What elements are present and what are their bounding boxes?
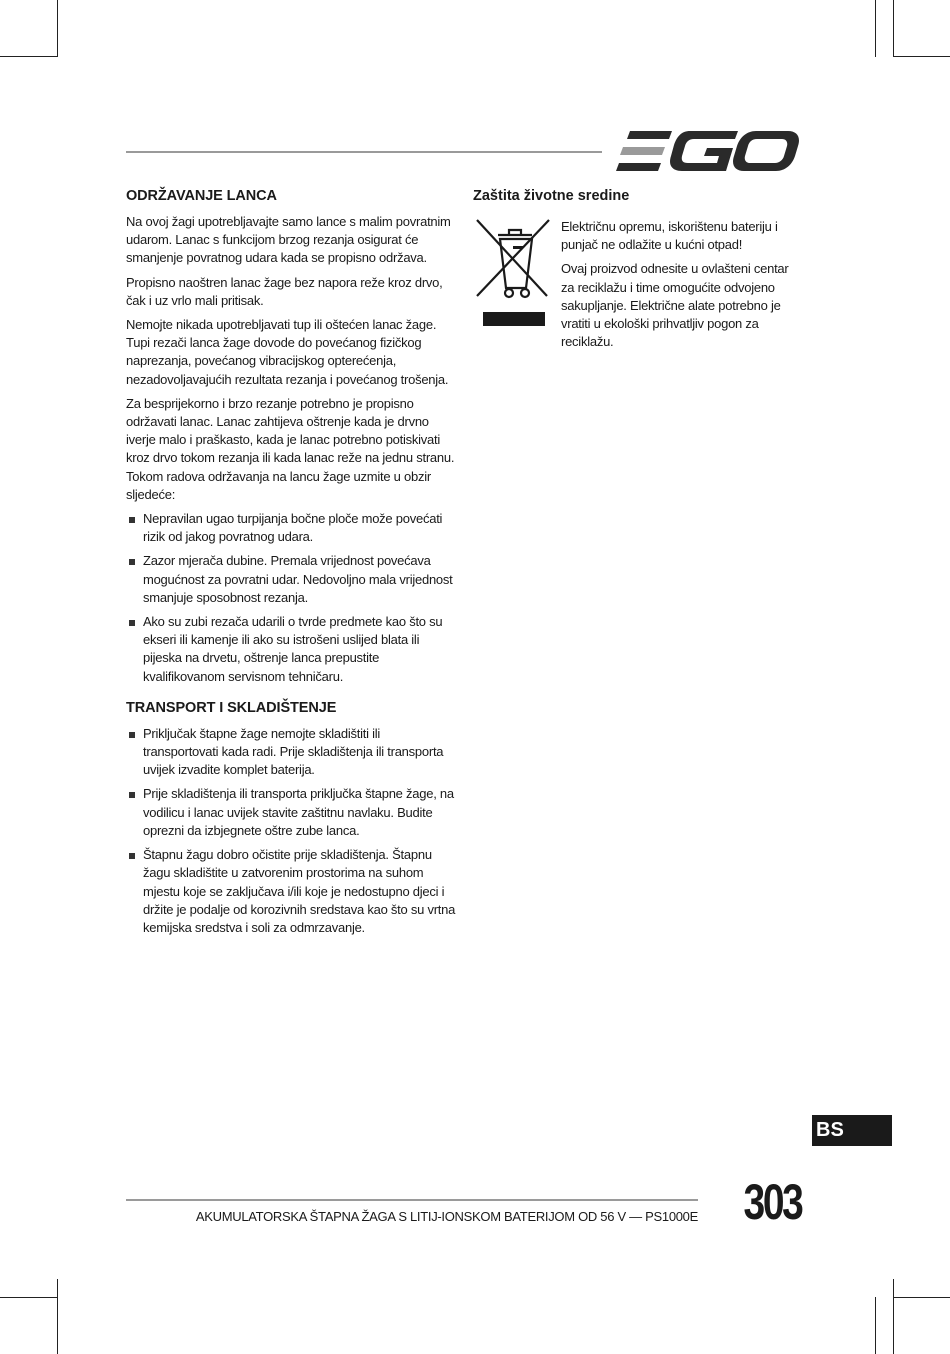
list-item: Ako su zubi rezača udarili o tvrde predmete kao što su ekseri ili kamenje ili ako su istrošeni uslijed blata ili pijeska na drvetu, oštrenje lanca prepustite kvalifikovanom servisnom tehničaru. [126, 613, 456, 686]
crop-mark-tr-h [893, 56, 950, 57]
paragraph: Propisno naoštren lanac žage bez napora reže kroz drvo, čak i uz vrlo mali pritisak. [126, 274, 443, 308]
crop-mark-br-h [893, 1297, 950, 1298]
bullet-list [126, 510, 456, 686]
header-rule [126, 151, 602, 153]
crop-mark-tr-v [893, 0, 894, 57]
footer-rule [126, 1199, 698, 1201]
crop-mark-bl-v [57, 1279, 58, 1354]
list-item: Štapnu žagu dobro očistite prije skladištenja. Štapnu žagu skladištite u zatvorenim prostorima na suhom mjestu koje se zaključava i/ili koje je nedostupno djeci i držite je podalje od korozivnih sredstava kao što su vrtna kemijska sredstva i soli za odmrzavanje. [126, 846, 456, 937]
list-item: Zazor mjerača dubine. Premala vrijednost povećava mogućnost za povratni udar. Nedovoljno mala vrijednost smanjuje sposobnost rezanja. [126, 552, 456, 607]
environment-text [561, 218, 801, 357]
crop-mark-br-v [893, 1279, 894, 1354]
paragraph: Električnu opremu, iskorištenu bateriju i punjač ne odlažite u kućni otpad! [561, 219, 778, 253]
footer-title: AKUMULATORSKA ŠTAPNA ŽAGA S LITIJ-IONSKOM BATERIJOM OD 56 V — PS1000E [195, 1209, 698, 1224]
crop-mark-tr-v2 [875, 0, 876, 57]
page-number: 303 [743, 1174, 802, 1230]
crop-mark-tl-h [0, 56, 57, 57]
ego-logo [616, 130, 800, 172]
crop-mark-tl-v [57, 0, 58, 57]
section-title-transport-storage: TRANSPORT I SKLADIŠTENJE [126, 699, 337, 716]
section-title-environment: Zaštita životne sredine [473, 188, 630, 204]
paragraph: Na ovoj žagi upotrebljavajte samo lance s malim povratnim udarom. Lanac s funkcijom brzog rezanja osigurat će smanjenje povratnog udara kada se propisno održava. [126, 214, 451, 266]
list-item: Priključak štapne žage nemojte skladištiti ili transportovati kada radi. Prije skladištenja ili transporta uvijek izvadite komplet baterija. [126, 725, 456, 780]
paragraph: Ovaj proizvod odnesite u ovlašteni centar za reciklažu i time omogućite odvojeno sakupljanje. Električne alate potrebno je vratiti u ekološki prihvatljiv pogon za reciklažu. [561, 261, 789, 350]
right-column [473, 188, 803, 213]
section-title-chain-maintenance: ODRŽAVANJE LANCA [126, 188, 277, 204]
left-column [126, 188, 456, 943]
bullet-list [126, 725, 456, 937]
list-item: Prije skladištenja ili transporta priključka štapne žage, na vodilicu i lanac uvijek stavite zaštitnu navlaku. Budite oprezni da izbjegnete oštre zube lanca. [126, 785, 456, 840]
language-badge: BS [812, 1115, 892, 1146]
paragraph: Nemojte nikada upotrebljavati tup ili oštećen lanac žage. Tupi rezači lanca žage dovode do povećanog fizičkog naprezanja, povećanog vibracijskog opterećenja, nezadovoljavajućih rezultata rezanja i povećanog trošenja. [126, 317, 449, 387]
paragraph: Za besprijekorno i brzo rezanje potrebno je propisno održavati lanac. Lanac zahtijeva oštrenje kada je drvno iverje malo i praškasto, kada je lanac potrebno potiskivati kroz drvo tokom rezanja ili kada lanac reže na jednu stranu. Tokom radova održavanja na lancu žage uzmite u obzir sljedeće: [126, 395, 455, 502]
crop-mark-br-v2 [875, 1297, 876, 1354]
weee-crossed-bin-icon [473, 216, 553, 328]
crop-mark-bl-h [0, 1297, 57, 1298]
list-item: Nepravilan ugao turpijanja bočne ploče može povećati rizik od jakog povratnog udara. [126, 510, 456, 546]
